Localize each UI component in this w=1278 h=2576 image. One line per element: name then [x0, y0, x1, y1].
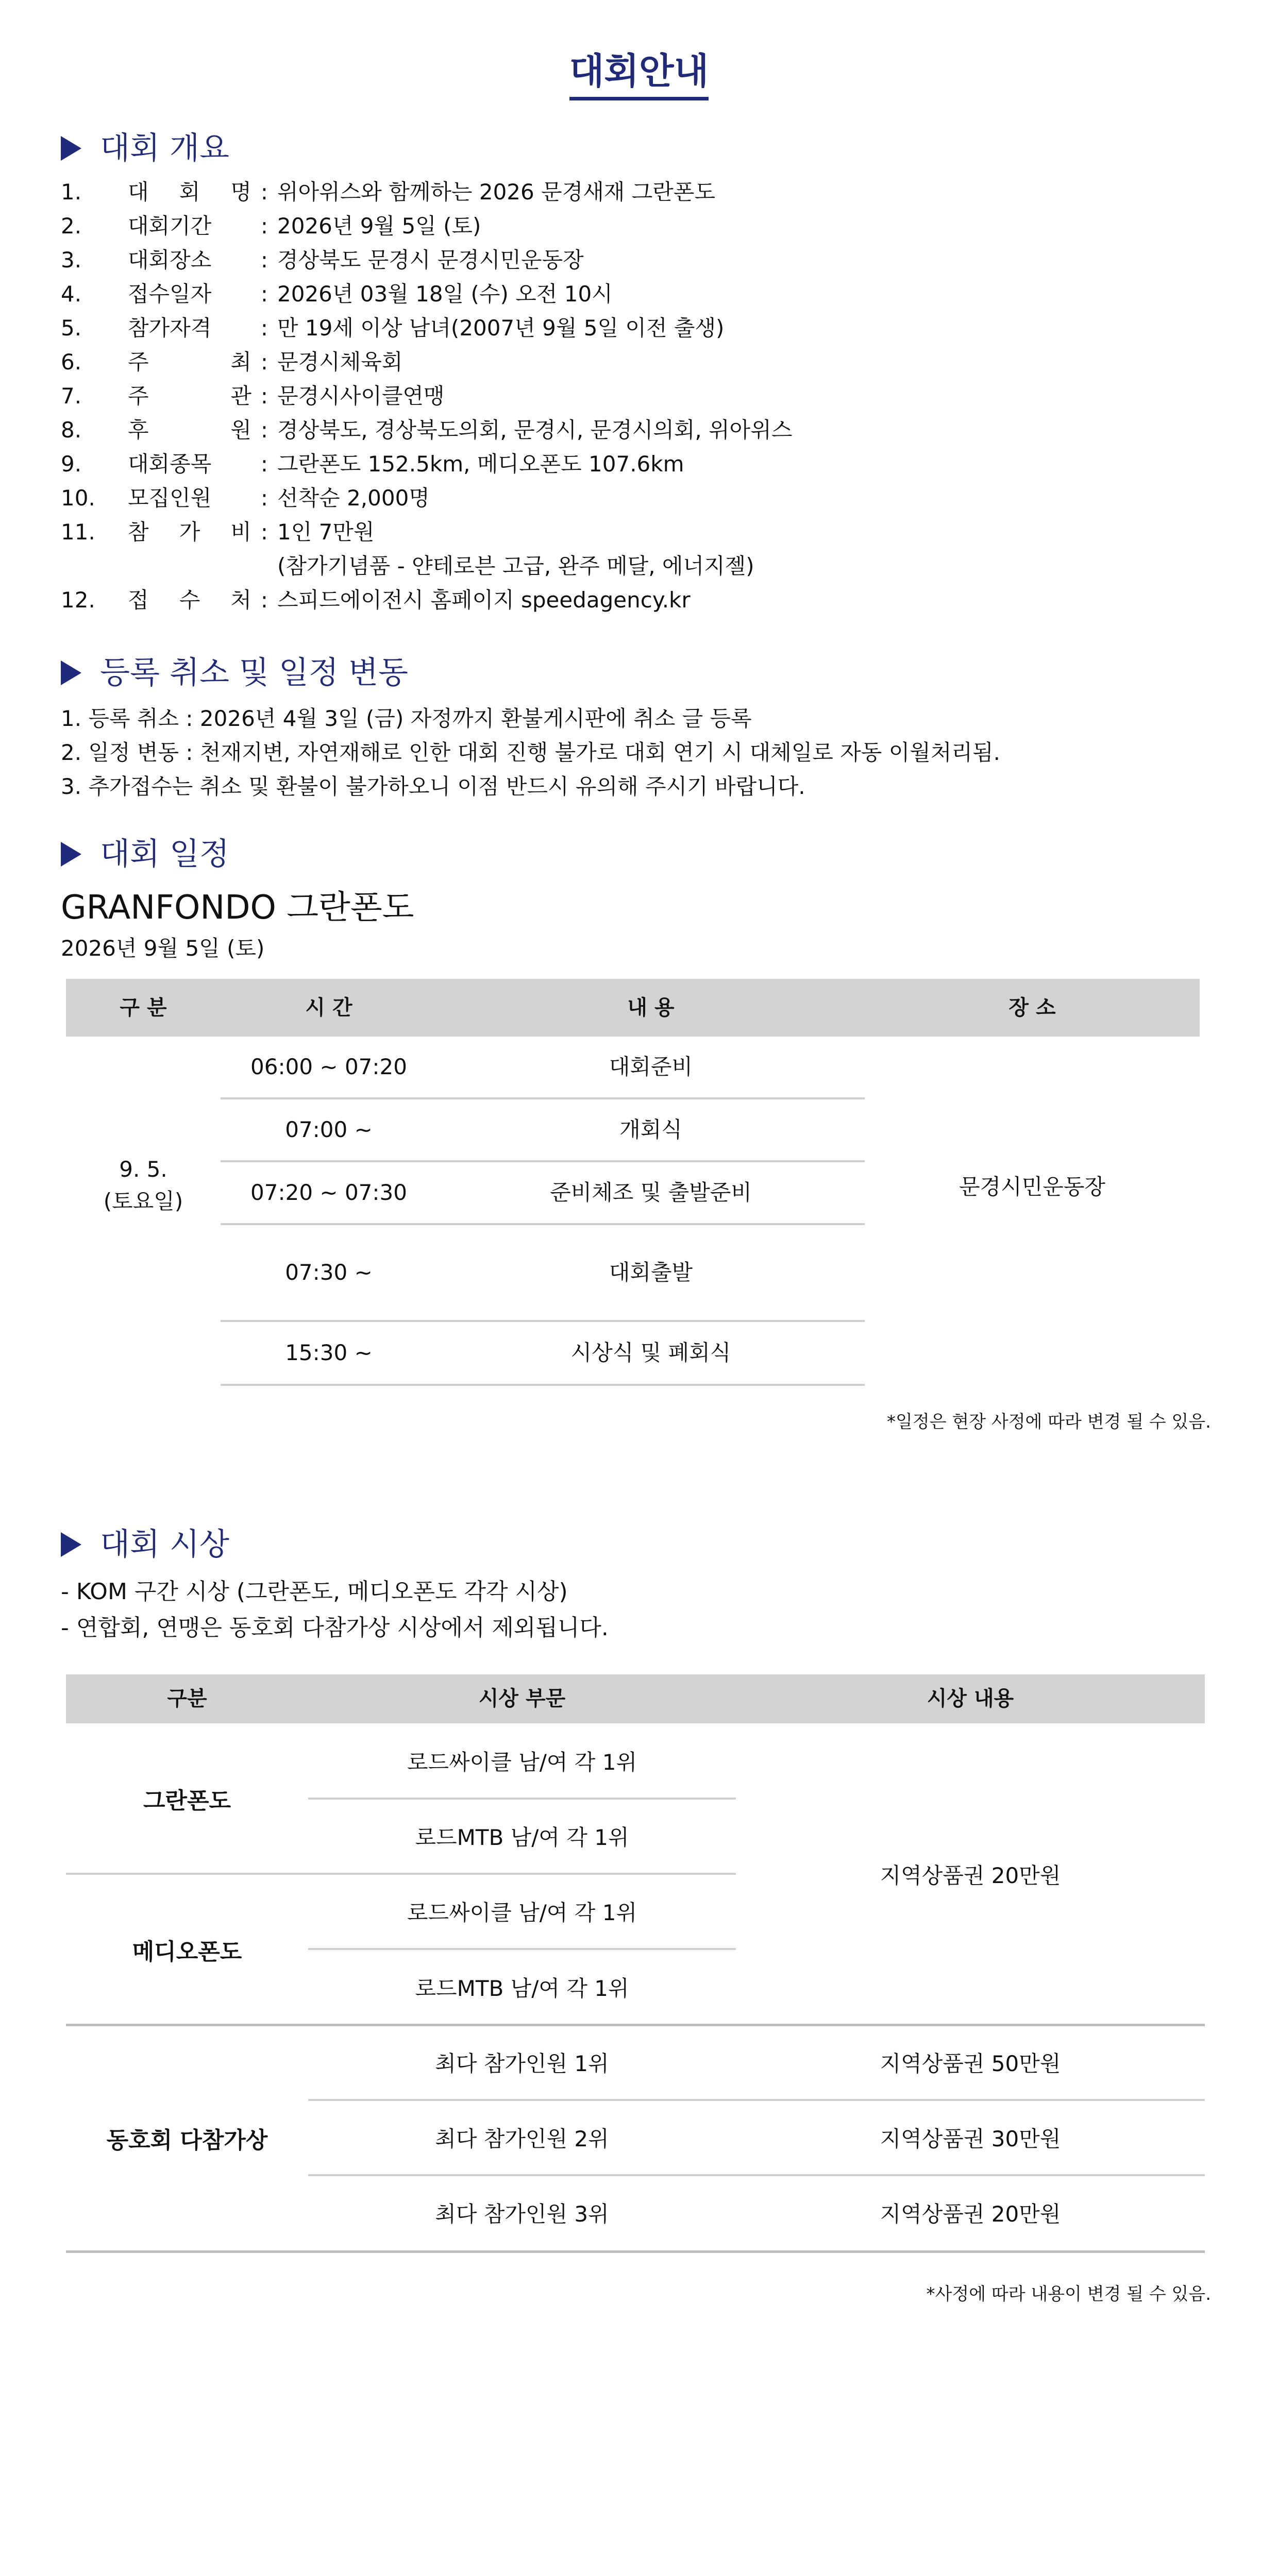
- triangle-right-icon: [61, 136, 81, 161]
- overview-item: 2. 대회기간 : 2026년 9월 5일 (토): [61, 213, 481, 239]
- triangle-right-icon: [61, 1532, 81, 1557]
- overview-item: 4. 접수일자 : 2026년 03월 18일 (수) 오전 10시: [61, 281, 613, 307]
- overview-item: 11. 참 가 비 : 1인 7만원: [61, 519, 375, 545]
- awards-heading: 대회 시상: [61, 1526, 229, 1563]
- page-title: 대회안내: [0, 49, 1278, 100]
- award-prize: 지역상품권 20만원: [880, 1862, 1061, 1888]
- schedule-place: 문경시민운동장: [959, 1174, 1105, 1199]
- award-prize: 지역상품권 30만원: [880, 2126, 1061, 2151]
- row-divider: [66, 1873, 736, 1875]
- award-prize: 지역상품권 20만원: [880, 2201, 1061, 2227]
- cancel-heading: 등록 취소 및 일정 변동: [61, 654, 408, 691]
- schedule-note: *일정은 현장 사정에 따라 변경 될 수 있음.: [887, 1412, 1211, 1432]
- schedule-table: [66, 979, 1200, 1386]
- award-group-mediofondo: 메디오폰도: [132, 1938, 242, 1965]
- row-divider: [66, 2250, 1205, 2253]
- schedule-row: 06:00 ~ 07:20 대회준비: [221, 1037, 865, 1099]
- triangle-right-icon: [61, 842, 81, 867]
- award-category: 최다 참가인원 1위: [435, 2051, 609, 2076]
- overview-heading: 대회 개요: [61, 130, 229, 167]
- award-category: 최다 참가인원 3위: [435, 2201, 609, 2227]
- schedule-row: 07:00 ~ 개회식: [221, 1099, 865, 1162]
- fee-note: (참가기념품 - 얀테로븐 고급, 완주 메달, 에너지젤): [277, 553, 754, 579]
- overview-item: 10. 모집인원 : 선착순 2,000명: [61, 485, 430, 511]
- overview-item: 5. 참가자격 : 만 19세 이상 남녀(2007년 9월 5일 이전 출생): [61, 315, 725, 341]
- award-prize: 지역상품권 50만원: [880, 2051, 1061, 2076]
- awards-table: [66, 1674, 1205, 2257]
- schedule-date: 2026년 9월 5일 (토): [61, 936, 265, 961]
- row-divider: [308, 1798, 736, 1800]
- overview-item: 9. 대회종목 : 그란폰도 152.5km, 메디오폰도 107.6km: [61, 451, 684, 477]
- row-divider: [66, 2024, 1205, 2026]
- schedule-row: 15:30 ~ 시상식 및 폐회식: [221, 1322, 865, 1386]
- schedule-row: 07:30 ~ 대회출발: [221, 1225, 865, 1322]
- row-divider: [308, 2099, 1205, 2101]
- overview-item: 8. 후 원 : 경상북도, 경상북도의회, 문경시, 문경시의회, 위아위스: [61, 417, 793, 443]
- overview-item: 7. 주 관 : 문경시사이클연맹: [61, 383, 445, 409]
- overview-list: [61, 175, 792, 617]
- triangle-right-icon: [61, 660, 81, 685]
- schedule-row: 07:20 ~ 07:30 준비체조 및 출발준비: [221, 1162, 865, 1225]
- awards-notes: - KOM 구간 시상 (그란폰도, 메디오폰도 각각 시상) - 연합회, 연맹은 동호회 다참가상 시상에서 제외됩니다.: [61, 1579, 609, 1641]
- schedule-day: 9. 5. (토요일): [103, 1157, 183, 1214]
- award-category: 로드MTB 남/여 각 1위: [415, 1975, 629, 2001]
- award-category: 로드MTB 남/여 각 1위: [415, 1825, 629, 1850]
- overview-item: 3. 대회장소 : 경상북도 문경시 문경시민운동장: [61, 247, 584, 273]
- awards-header: 구분 시상 부문 시상 내용: [66, 1674, 1205, 1723]
- schedule-header: 구 분 시 간 내 용 장 소: [66, 979, 1200, 1037]
- award-group-club: 동호회 다참가상: [106, 2127, 268, 2154]
- award-group-granfondo: 그란폰도: [143, 1788, 231, 1814]
- awards-note: *사정에 따라 내용이 변경 될 수 있음.: [926, 2284, 1211, 2304]
- overview-item: 12. 접 수 처 : 스피드에이전시 홈페이지 speedagency.kr: [61, 587, 691, 613]
- row-divider: [308, 2174, 1205, 2176]
- schedule-subtitle: GRANFONDO 그란폰도: [61, 889, 414, 927]
- overview-item: 6. 주 최 : 문경시체육회: [61, 349, 403, 375]
- cancel-list: 1. 등록 취소 : 2026년 4월 3일 (금) 자정까지 환불게시판에 취소 글 등록 2. 일정 변동 : 천재지변, 자연재해로 인한 대회 진행 불가로 대회 연기 시 대체일로 자동 이월처리됨. 3. 추가접수는 취소 및 환불이 불가하오니 이점 반드시 유의해 주시기 바랍니다.: [61, 706, 1000, 799]
- award-category: 로드싸이클 남/여 각 1위: [407, 1750, 637, 1775]
- overview-item: 1. 대 회 명 : 위아위스와 함께하는 2026 문경새재 그란폰도: [61, 179, 716, 205]
- award-category: 로드싸이클 남/여 각 1위: [407, 1900, 637, 1925]
- row-divider: [308, 1948, 736, 1950]
- schedule-heading: 대회 일정: [61, 836, 229, 873]
- award-category: 최다 참가인원 2위: [435, 2126, 609, 2151]
